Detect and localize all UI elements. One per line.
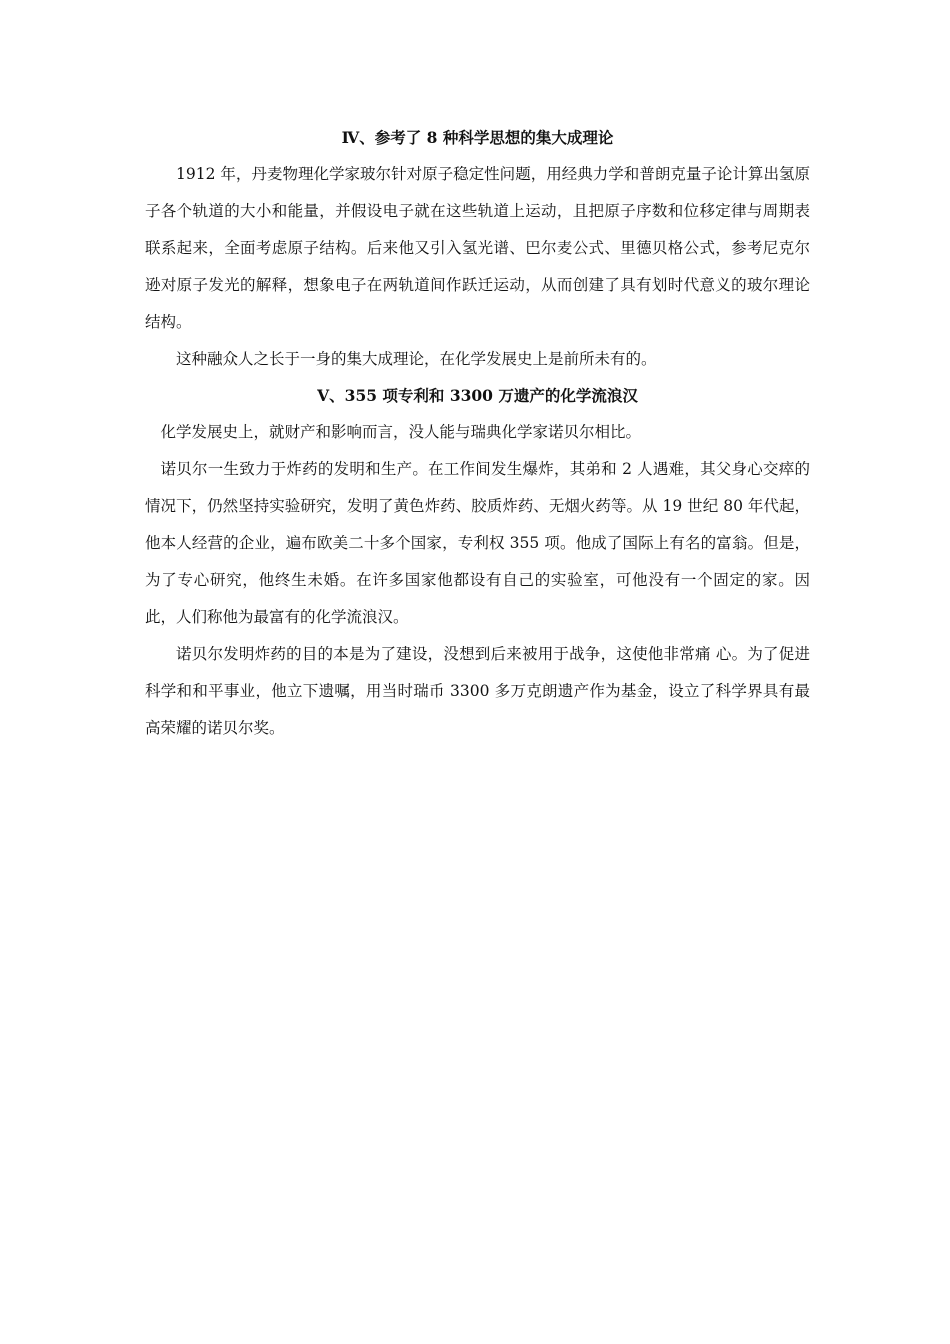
paragraph-nobel-explosives: 诺贝尔一生致力于炸药的发明和生产。在工作间发生爆炸，其弟和 2 人遇难，其父身心交瘁的情况下，仍然坚持实验研究，发明了黄色炸药、胶质炸药、无烟火药等。从 19 世纪 80 年代起，他本人经营的企业，遍布欧美二十多个国家，专利权 355 项。他成了国际上有名的富翁。但是，为了专心研究，他终生未婚。在许多国家他都设有自己的实验室，可他没有一个固定的家。因此，人们称他为最富有的化学流浪汉。 <box>145 460 810 626</box>
paragraph-bohr-theory: 1912 年，丹麦物理化学家玻尔针对原子稳定性问题，用经典力学和普朗克量子论计算出氢原子各个轨道的大小和能量，并假设电子就在这些轨道上运动，且把原子序数和位移定律与周期表联系起来，全面考虑原子结构。后来他又引入氢光谱、巴尔麦公式、里德贝格公式，参考尼克尔逊对原子发光的解释，想象电子在两轨道间作跃迁运动，从而创建了具有划时代意义的玻尔理论结构。 <box>145 165 810 331</box>
document-body <box>145 120 810 747</box>
section-heading-4: Ⅳ、参考了 8 种科学思想的集大成理论 <box>341 128 614 147</box>
paragraph-nobel-prize: 诺贝尔发明炸药的目的本是为了建设，没想到后来被用于战争，这使他非常痛 心。为了促进科学和和平事业，他立下遗嘱，用当时瑞币 3300 多万克朗遗产作为基金，设立了科学界具有最高荣耀的诺贝尔奖。 <box>145 645 810 737</box>
section-heading-5: V、355 项专利和 3300 万遗产的化学流浪汉 <box>317 386 638 405</box>
paragraph-synthesis-theory: 这种融众人之长于一身的集大成理论，在化学发展史上是前所未有的。 <box>176 350 657 368</box>
paragraph-nobel-intro: 化学发展史上，就财产和影响而言，没人能与瑞典化学家诺贝尔相比。 <box>160 423 642 441</box>
